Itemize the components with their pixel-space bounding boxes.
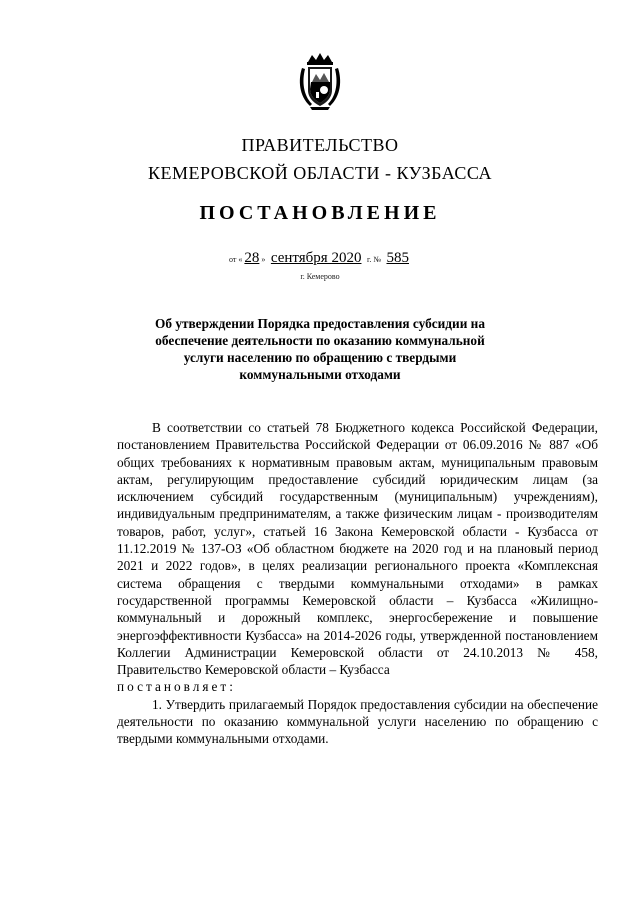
government-name-line1: ПРАВИТЕЛЬСТВО	[241, 135, 399, 155]
city: г. Кемерово	[300, 272, 340, 281]
date-mid: »	[261, 255, 266, 264]
date-line	[0, 250, 640, 267]
document-number: 585	[386, 250, 409, 266]
decree-word: постановляет:	[117, 679, 236, 695]
paragraph-item-1: 1. Утвердить прилагаемый Порядок предоставления субсидии на обеспечение деятельности по оказанию коммунальной услуги населению по обращению с твердыми коммунальными отходами.	[117, 696, 598, 747]
document-type: ПОСТАНОВЛЕНИЕ	[199, 202, 441, 224]
date-month-year: сентября 2020	[270, 250, 362, 266]
paragraph-preamble: В соответствии со статьей 78 Бюджетного кодекса Российской Федерации, постановлением Правительства Российской Федерации от 06.09.2016 № 887 «Об общих требованиях к нормативным правовым актам, муниципальным правовым актам, регулирующим предоставление субсидий юридическим лицам (за исключением субсидий государственным (муниципальным) учреждениям), индивидуальным предпринимателям, а также физическим лицам - производителям товаров, работ, услуг», статьей 16 Закона Кемеровской области - Кузбасса от 11.12.2019 № 137-ОЗ «Об областном бюджете на 2020 год и на плановый период 2021 и 2022 годов», в целях реализации регионального проекта «Комплексная система обращения с твердыми коммунальными отходами» в рамках государственной программы Кемеровской области – Кузбасса «Жилищно-коммунальный и дорожный комплекс, энергосбережение и повышение энергоэффективности Кузбасса» на 2014-2026 годы, утвержденной постановлением Коллегии Администрации Кемеровской области от 24.10.2013 № 458, Правительство Кемеровской области – Кузбасса	[117, 420, 598, 678]
date-day: 28	[244, 250, 260, 266]
document-title: Об утверждении Порядка предоставления субсидии на обеспечение деятельности по оказанию коммунальной услуги населению по обращению с твердыми коммунальными отходами	[155, 316, 485, 382]
government-name-line2: КЕМЕРОВСКОЙ ОБЛАСТИ - КУЗБАССА	[148, 163, 492, 183]
kuzbass-coat-of-arms-icon	[296, 52, 344, 112]
year-suffix: г. №	[366, 255, 381, 264]
document-body	[117, 419, 598, 748]
date-prefix: от «	[229, 255, 243, 264]
